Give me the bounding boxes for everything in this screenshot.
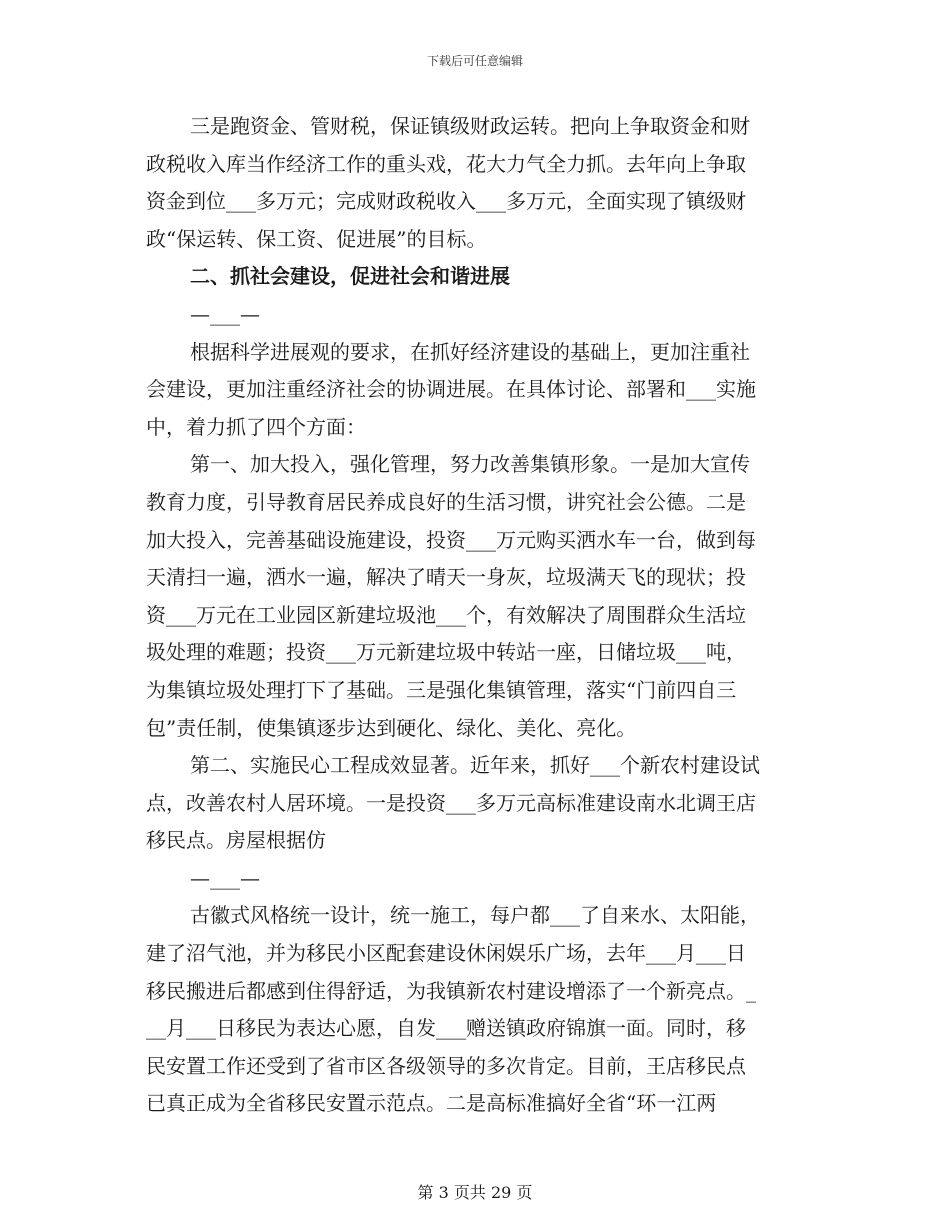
page-footer: 第 3 页共 29 页 — [417, 1183, 533, 1202]
text-line: —___— — [190, 301, 260, 326]
text-line: 移民搬进后都感到住得舒适，为我镇新农村建设增添了一个新亮点。_ — [146, 978, 756, 1003]
text-line: 教育力度，引导教育居民养成良好的生活习惯，讲究社会公德。二是 — [146, 489, 746, 514]
text-line: 三是跑资金、管财税，保证镇级财政运转。把向上争取资金和财 — [190, 114, 750, 138]
text-line: 为集镇垃圾处理打下了基础。三是强化集镇管理，落实“门前四自三 — [146, 677, 737, 702]
text-line: 资金到位___多万元；完成财政税收入___多万元，全面实现了镇级财 — [146, 189, 746, 214]
text-line: 第二、实施民心工程成效显著。近年来，抓好___个新农村建设试 — [190, 753, 760, 778]
text-line: 加大投入，完善基础设施建设，投资___万元购买洒水车一台，做到每 — [146, 527, 756, 552]
text-line: —___— — [190, 865, 260, 890]
text-line: 中，着力抓了四个方面： — [146, 414, 366, 439]
text-line: 民安置工作还受到了省市区各级领导的多次肯定。目前，王店移民点 — [146, 1053, 746, 1078]
text-line: 资___万元在工业园区新建垃圾池___个，有效解决了周围群众生活垃 — [146, 602, 746, 627]
text-line: 根据科学进展观的要求，在抓好经济建设的基础上，更加注重社 — [190, 339, 750, 364]
text-line: 第一、加大投入，强化管理，努力改善集镇形象。一是加大宣传 — [190, 452, 750, 477]
text-line: 政税收入库当作经济工作的重头戏，花大力气全力抓。去年向上争取 — [146, 151, 746, 176]
text-line: 古徽式风格统一设计，统一施工，每户都___了自来水、太阳能， — [190, 903, 760, 928]
text-line: 天清扫一遍，洒水一遍，解决了晴天一身灰，垃圾满天飞的现状；投 — [146, 565, 746, 590]
text-line: 政“保运转、保工资、促进展”的目标。 — [146, 226, 487, 251]
page-header: 下载后可任意编辑 — [426, 54, 523, 68]
text-line: 包”责任制，使集镇逐步达到硬化、绿化、美化、亮化。 — [146, 715, 637, 740]
text-line: 圾处理的难题；投资___万元新建垃圾中转站一座，日储垃圾___吨， — [146, 640, 746, 665]
text-line: __月___日移民为表达心愿，自发___赠送镇政府锦旗一面。同时，移 — [146, 1016, 746, 1041]
text-line: 点，改善农村人居环境。一是投资___多万元高标准建设南水北调王店 — [146, 790, 756, 815]
text-line: 会建设，更加注重经济社会的协调进展。在具体讨论、部署和___实施 — [146, 377, 756, 402]
text-line: 移民点。房屋根据仿 — [146, 828, 326, 853]
text-line: 建了沼气池，并为移民小区配套建设休闲娱乐广场，去年___月___日 — [146, 941, 746, 966]
text-line: 已真正成为全省移民安置示范点。二是高标准搞好全省“环一江两 — [146, 1091, 717, 1116]
document-body — [146, 108, 806, 1123]
section-heading: 二、抓社会建设，促进社会和谐进展 — [190, 264, 510, 289]
